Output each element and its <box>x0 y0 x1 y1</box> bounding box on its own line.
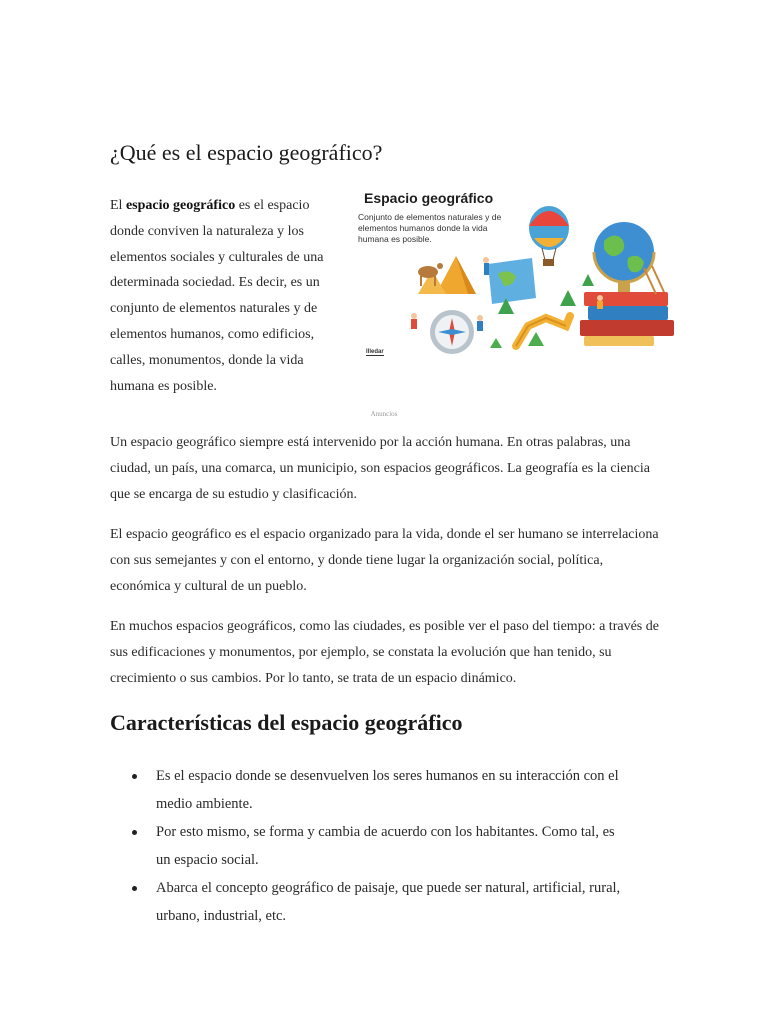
page-title: ¿Qué es el espacio geográfico? <box>110 140 383 165</box>
compass-icon <box>430 310 474 354</box>
intro-prefix: El <box>110 198 126 213</box>
list-item <box>110 818 630 874</box>
paragraph-1: Un espacio geográfico siempre está intervenido por la acción humana. En otras palabras, una ciudad, un país, una comarca, un municipio, son espacios geográficos. La geografía es la ciencia que se encarga de su estudio y clasificación. <box>110 435 650 502</box>
paragraph-3: En muchos espacios geográficos, como las ciudades, es posible ver el paso del tiempo: a través de sus edificaciones y monumentos, por ejemplo, se constata la evolución que han tenido, su crecimiento o sus cambios. Por lo tanto, se trata de un espacio dinámico. <box>110 619 659 686</box>
bullet-icon <box>132 774 137 779</box>
globe-icon <box>594 222 654 292</box>
list-item-text: Es el espacio donde se desenvuelven los seres humanos en su interacción con el medio ambiente. <box>156 768 619 812</box>
list-item-text: Abarca el concepto geográfico de paisaje, que puede ser natural, artificial, rural, urbano, industrial, etc. <box>156 880 621 924</box>
map-icon <box>483 257 536 304</box>
paragraph-2: El espacio geográfico es el espacio organizado para la vida, donde el ser humano se interrelaciona con sus semejantes y con el entorno, y donde tiene lugar la organización social, política, económica y cultural de un pueblo. <box>110 527 659 594</box>
great-wall-icon <box>516 316 570 346</box>
ad-caption: Anuncios <box>370 410 398 418</box>
bullet-icon <box>132 886 137 891</box>
characteristics-list <box>110 762 630 930</box>
infographic-figure <box>356 186 679 364</box>
list-item <box>110 874 630 930</box>
infographic-description: Conjunto de elementos naturales y de elementos humanos donde la vida humana es posible. <box>358 212 502 244</box>
list-item <box>110 762 630 818</box>
books-icon <box>580 292 674 346</box>
infographic-title: Espacio geográfico <box>364 190 494 206</box>
bullet-icon <box>132 830 137 835</box>
intro-text: es el espacio donde conviven la naturaleza y los elementos sociales y culturales de una determinada sociedad. Es decir, es un conjunto de elementos naturales y de elementos humanos, como edificios, calles, monumentos, donde la vida humana es posible. <box>110 198 324 394</box>
hot-air-balloon-icon <box>529 206 569 266</box>
intro-paragraph <box>110 193 342 399</box>
infographic-brand-logo: Illedar <box>366 349 384 355</box>
list-item-text: Por esto mismo, se forma y cambia de acuerdo con los habitantes. Como tal, es un espacio social. <box>156 824 615 868</box>
section-heading: Características del espacio geográfico <box>110 710 463 735</box>
intro-bold-term: espacio geográfico <box>125 198 236 213</box>
